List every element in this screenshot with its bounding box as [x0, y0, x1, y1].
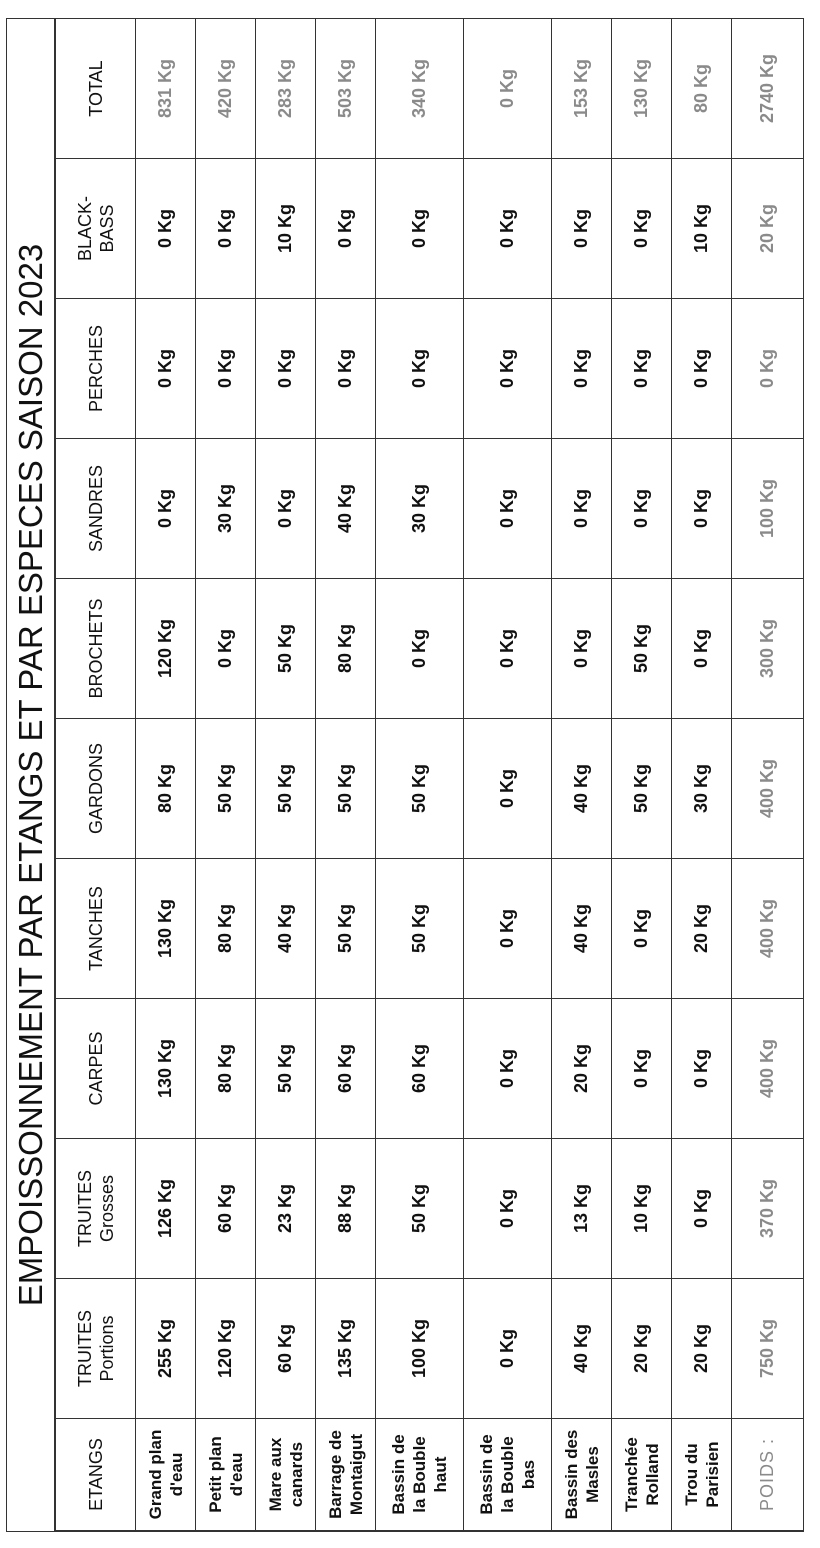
weight-cell: 0 Kg: [256, 439, 316, 579]
column-header-label: TANCHES: [85, 886, 106, 971]
weight-cell: 40 Kg: [552, 719, 612, 859]
pond-name-line: la Bouble: [498, 1436, 517, 1513]
row-total: 130 Kg: [612, 19, 672, 159]
weight-cell: 10 Kg: [256, 159, 316, 299]
row-total: 420 Kg: [196, 19, 256, 159]
row-total: 283 Kg: [256, 19, 316, 159]
column-total: 400 Kg: [732, 859, 804, 999]
row-total: 503 Kg: [316, 19, 376, 159]
column-header-label: TOTAL: [85, 60, 106, 117]
weight-cell: 20 Kg: [612, 1279, 672, 1419]
weight-cell: 0 Kg: [256, 299, 316, 439]
table-row: [672, 19, 732, 1531]
table-row: [316, 19, 376, 1531]
weight-cell: 0 Kg: [612, 999, 672, 1139]
column-header-label: Portions: [96, 1315, 117, 1382]
pond-name: [464, 1419, 552, 1531]
pond-name-line: Trou du: [681, 1443, 701, 1506]
weight-cell: 80 Kg: [316, 579, 376, 719]
weight-cell: 13 Kg: [552, 1139, 612, 1279]
weight-cell: 0 Kg: [196, 579, 256, 719]
column-header: [56, 579, 136, 719]
weight-cell: 80 Kg: [196, 859, 256, 999]
weight-cell: 50 Kg: [256, 999, 316, 1139]
weight-cell: 100 Kg: [376, 1279, 464, 1419]
pond-name-line: la Bouble: [410, 1436, 429, 1513]
pond-name-line: Barrage de: [325, 1430, 345, 1519]
column-header: [56, 859, 136, 999]
table-row: [612, 19, 672, 1531]
grand-total: 2740 Kg: [732, 19, 804, 159]
weight-cell: 50 Kg: [612, 579, 672, 719]
weight-cell: 0 Kg: [376, 579, 464, 719]
weight-cell: 126 Kg: [136, 1139, 196, 1279]
table-row: [464, 19, 552, 1531]
weight-cell: 60 Kg: [316, 999, 376, 1139]
weight-cell: 0 Kg: [136, 299, 196, 439]
column-total: 400 Kg: [732, 999, 804, 1139]
pond-name-line: Masles: [582, 1446, 602, 1503]
column-header: [56, 1139, 136, 1279]
weight-cell: 0 Kg: [464, 299, 552, 439]
weight-cell: 0 Kg: [464, 719, 552, 859]
table-row: [256, 19, 316, 1531]
weight-cell: 0 Kg: [464, 1279, 552, 1419]
weight-cell: 30 Kg: [376, 439, 464, 579]
weight-cell: 20 Kg: [552, 999, 612, 1139]
weight-cell: 80 Kg: [136, 719, 196, 859]
pond-name-line: canards: [286, 1441, 306, 1508]
pond-name-line: Mare aux: [265, 1437, 285, 1512]
pond-name-line: Grand plan: [145, 1429, 165, 1520]
column-header-label: PERCHES: [85, 324, 106, 413]
column-total: 0 Kg: [732, 299, 804, 439]
weight-cell: 0 Kg: [464, 579, 552, 719]
weight-cell: 135 Kg: [316, 1279, 376, 1419]
weight-cell: 0 Kg: [612, 859, 672, 999]
pond-name-line: haut: [431, 1456, 450, 1493]
totals-label: POIDS :: [732, 1419, 804, 1531]
weight-cell: 130 Kg: [136, 999, 196, 1139]
weight-cell: 0 Kg: [196, 299, 256, 439]
weight-cell: 120 Kg: [196, 1279, 256, 1419]
column-header: [56, 719, 136, 859]
column-header: [56, 159, 136, 299]
header-row: [56, 19, 136, 1531]
column-total: 20 Kg: [732, 159, 804, 299]
weight-cell: 0 Kg: [672, 1139, 732, 1279]
weight-cell: 50 Kg: [256, 719, 316, 859]
weight-cell: 0 Kg: [376, 159, 464, 299]
pond-name: [316, 1419, 376, 1531]
weight-cell: 0 Kg: [316, 299, 376, 439]
weight-cell: 0 Kg: [672, 579, 732, 719]
weight-cell: 0 Kg: [552, 159, 612, 299]
pond-name: [196, 1419, 256, 1531]
column-header-label: GARDONS: [85, 743, 106, 835]
weight-cell: 10 Kg: [672, 159, 732, 299]
pond-name-line: Bassin des: [561, 1429, 581, 1520]
column-total: 370 Kg: [732, 1139, 804, 1279]
row-total: 0 Kg: [464, 19, 552, 159]
pond-name-line: Petit plan: [205, 1436, 225, 1513]
column-header: [56, 439, 136, 579]
weight-cell: 50 Kg: [376, 1139, 464, 1279]
table-row: [196, 19, 256, 1531]
weight-cell: 50 Kg: [196, 719, 256, 859]
weight-cell: 50 Kg: [256, 579, 316, 719]
pond-name-line: Bassin de: [477, 1434, 496, 1515]
pond-name: [136, 1419, 196, 1531]
weight-cell: 60 Kg: [196, 1139, 256, 1279]
column-header-label: CARPES: [85, 1031, 106, 1106]
table-row: [136, 19, 196, 1531]
weight-cell: 60 Kg: [376, 999, 464, 1139]
column-total: 750 Kg: [732, 1279, 804, 1419]
column-header-label: BROCHETS: [85, 598, 106, 699]
weight-cell: 0 Kg: [672, 439, 732, 579]
column-header-label: Grosses: [96, 1174, 117, 1243]
table-row: [376, 19, 464, 1531]
weight-cell: 0 Kg: [376, 299, 464, 439]
column-header: [56, 999, 136, 1139]
table-row: [552, 19, 612, 1531]
pond-name: [376, 1419, 464, 1531]
weight-cell: 40 Kg: [552, 1279, 612, 1419]
weight-cell: 130 Kg: [136, 859, 196, 999]
weight-cell: 10 Kg: [612, 1139, 672, 1279]
totals-row: [732, 19, 804, 1531]
weight-cell: 30 Kg: [196, 439, 256, 579]
pond-name-line: d'eau: [226, 1452, 246, 1497]
column-header-label: ETANGS: [85, 1438, 106, 1511]
weight-cell: 0 Kg: [136, 439, 196, 579]
weight-cell: 40 Kg: [256, 859, 316, 999]
column-header-label: TRUITES: [74, 1310, 95, 1388]
pond-name: [552, 1419, 612, 1531]
weight-cell: 20 Kg: [672, 1279, 732, 1419]
stocking-table: [55, 18, 804, 1531]
weight-cell: 0 Kg: [552, 299, 612, 439]
weight-cell: 0 Kg: [612, 439, 672, 579]
weight-cell: 50 Kg: [316, 859, 376, 999]
pond-name-line: Bassin de: [389, 1434, 408, 1515]
weight-cell: 0 Kg: [316, 159, 376, 299]
column-header-label: TRUITES: [74, 1170, 95, 1248]
weight-cell: 80 Kg: [196, 999, 256, 1139]
pond-name-line: Montaigut: [346, 1433, 366, 1516]
pond-name-line: Parisien: [702, 1441, 722, 1508]
weight-cell: 0 Kg: [464, 999, 552, 1139]
row-total: 153 Kg: [552, 19, 612, 159]
weight-cell: 50 Kg: [316, 719, 376, 859]
weight-cell: 40 Kg: [316, 439, 376, 579]
weight-cell: 0 Kg: [464, 1139, 552, 1279]
row-total: 831 Kg: [136, 19, 196, 159]
table-frame: [6, 18, 804, 1532]
weight-cell: 40 Kg: [552, 859, 612, 999]
column-header: [56, 19, 136, 159]
page-title: EMPOISSONNEMENT PAR ETANGS ET PAR ESPECES SAISON 2023: [7, 19, 55, 1531]
weight-cell: 0 Kg: [672, 299, 732, 439]
weight-cell: 0 Kg: [464, 439, 552, 579]
pond-name: [612, 1419, 672, 1531]
weight-cell: 0 Kg: [672, 999, 732, 1139]
weight-cell: 0 Kg: [464, 159, 552, 299]
column-header: [56, 299, 136, 439]
column-header-label: BLACK-: [74, 195, 95, 262]
column-header-label: SANDRES: [85, 464, 106, 553]
row-total: 80 Kg: [672, 19, 732, 159]
table-body: [136, 19, 804, 1531]
weight-cell: 0 Kg: [196, 159, 256, 299]
pond-name-line: bas: [519, 1459, 538, 1490]
pond-name-line: Rolland: [642, 1443, 662, 1506]
weight-cell: 23 Kg: [256, 1139, 316, 1279]
weight-cell: 20 Kg: [672, 859, 732, 999]
weight-cell: 0 Kg: [464, 859, 552, 999]
column-total: 300 Kg: [732, 579, 804, 719]
weight-cell: 50 Kg: [376, 859, 464, 999]
column-header: [56, 1279, 136, 1419]
pond-name: [672, 1419, 732, 1531]
column-total: 400 Kg: [732, 719, 804, 859]
pond-name-line: Tranchée: [621, 1437, 641, 1512]
pond-name: [256, 1419, 316, 1531]
weight-cell: 0 Kg: [612, 159, 672, 299]
weight-cell: 255 Kg: [136, 1279, 196, 1419]
weight-cell: 0 Kg: [612, 299, 672, 439]
weight-cell: 88 Kg: [316, 1139, 376, 1279]
weight-cell: 50 Kg: [612, 719, 672, 859]
weight-cell: 0 Kg: [552, 579, 612, 719]
weight-cell: 60 Kg: [256, 1279, 316, 1419]
pond-name-line: d'eau: [166, 1452, 186, 1497]
weight-cell: 120 Kg: [136, 579, 196, 719]
weight-cell: 50 Kg: [376, 719, 464, 859]
weight-cell: 30 Kg: [672, 719, 732, 859]
weight-cell: 0 Kg: [136, 159, 196, 299]
column-total: 100 Kg: [732, 439, 804, 579]
column-header-label: BASS: [96, 204, 117, 253]
column-header: [56, 1419, 136, 1531]
weight-cell: 0 Kg: [552, 439, 612, 579]
row-total: 340 Kg: [376, 19, 464, 159]
